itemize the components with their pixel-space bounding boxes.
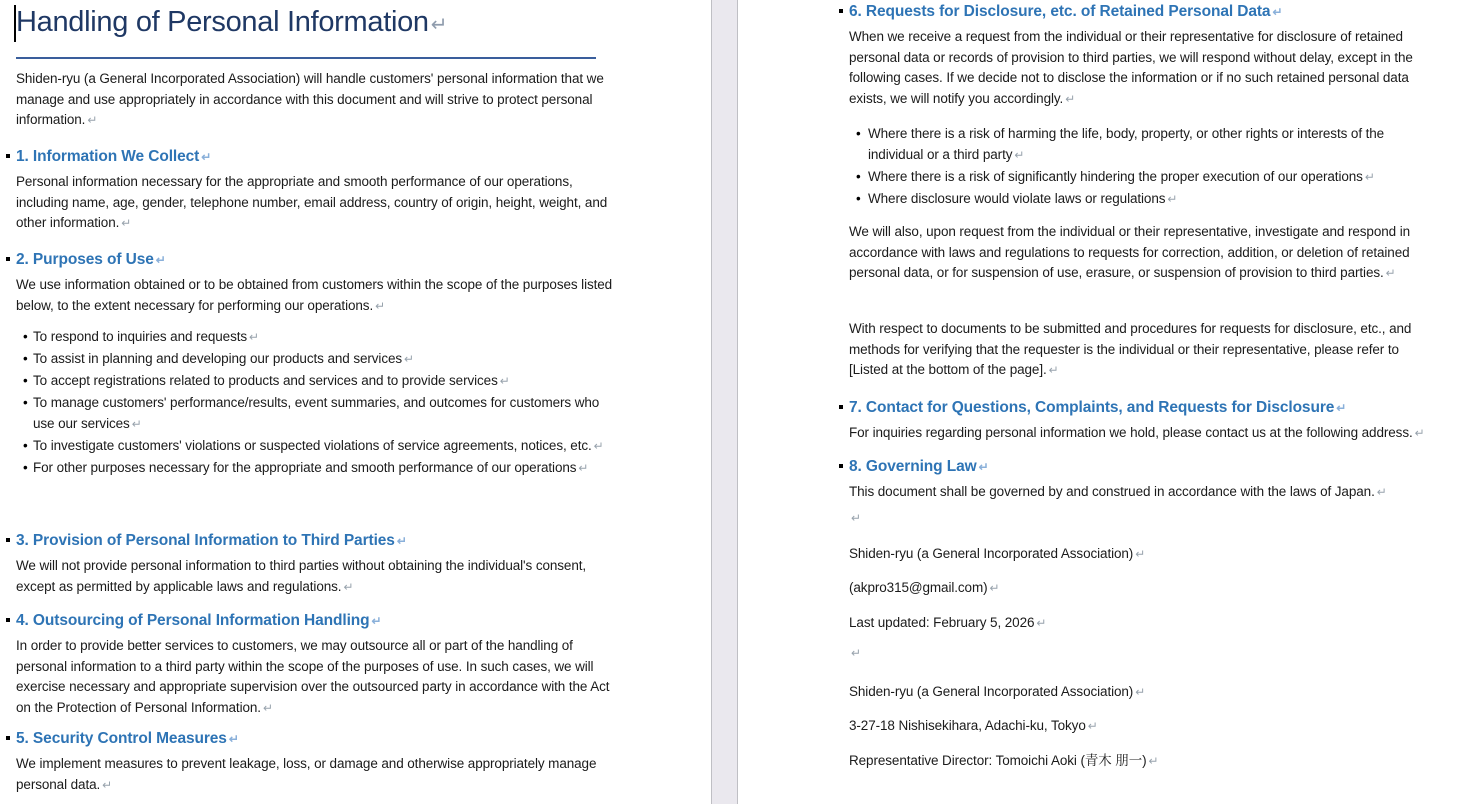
heading-text: 7. Contact for Questions, Complaints, and Requests for Disclosure [849, 399, 1335, 416]
paragraph-mark-icon: ↵ [593, 438, 604, 453]
paragraph-mark-icon: ↵ [851, 646, 862, 660]
section-5 [16, 728, 616, 795]
paragraph-mark-icon: ↵ [249, 330, 260, 344]
section-3-body[interactable] [16, 556, 616, 597]
section-2 [16, 249, 616, 316]
heading-text: 5. Security Control Measures [16, 730, 227, 747]
representative-director[interactable] [849, 751, 1426, 772]
paragraph-mark-icon: ↵ [121, 216, 132, 231]
body-text: In order to provide better services to customers, we may outsource all or part of the handling of personal information to a third party within the scope of the purposes of use. In such cases, we will exercise necessary and appropriate supervision over the outsourced party in accordance with the Act on the Protection of Personal Information. [16, 638, 610, 715]
square-marker-icon [6, 618, 10, 622]
list-item-text: To accept registrations related to products and services and to provide services [33, 373, 498, 389]
paragraph-mark-icon: ↵ [371, 614, 382, 628]
page-right[interactable] [738, 0, 1484, 804]
body-text: 3-27-18 Nishisekihara, Adachi-ku, Tokyo [849, 718, 1086, 734]
street-address[interactable] [849, 716, 1426, 737]
paragraph-mark-icon: ↵ [201, 150, 212, 164]
disclosure-exceptions-list [849, 124, 1426, 211]
section-8-heading[interactable] [849, 456, 1426, 478]
section-8-body[interactable] [849, 482, 1426, 503]
paragraph-mark-icon: ↵ [1148, 753, 1159, 768]
bullet-icon: • [856, 190, 861, 206]
list-item-text: To assist in planning and developing our products and services [33, 351, 403, 367]
paragraph-mark-icon: ↵ [1167, 191, 1178, 206]
paragraph-mark-icon: ↵ [155, 253, 166, 267]
body-text: We will not provide personal information to third parties without obtaining the individual's consent, except as permitted by applicable laws and regulations. [16, 558, 587, 594]
paragraph-mark-icon: ↵ [1135, 685, 1146, 699]
list-item[interactable] [16, 436, 616, 457]
section-8 [849, 456, 1426, 503]
section-4-heading[interactable] [16, 610, 616, 632]
heading-text: 3. Provision of Personal Information to Third Parties [16, 532, 395, 549]
document-title-text: Handling of Personal Information [16, 6, 429, 38]
section-6-paragraph-2[interactable] [849, 222, 1426, 284]
list-item-text: Where there is a risk of significantly hindering the proper execution of our operations [868, 168, 1363, 184]
section-7 [849, 397, 1426, 444]
heading-text: 1. Information We Collect [16, 148, 200, 165]
section-7-heading[interactable] [849, 397, 1426, 419]
body-text: With respect to documents to be submitted and procedures for requests for disclosure, etc., and methods for verifying that the requester is the individual or their representative, please refer to [Listed at the bottom of the page]. [849, 321, 1412, 378]
list-item[interactable] [16, 393, 616, 434]
paragraph-mark-icon: ↵ [1364, 169, 1375, 184]
list-item-text: Where there is a risk of harming the life, body, property, or other rights or interests of the individual or a third party [868, 126, 1385, 162]
document-title[interactable] [16, 0, 596, 59]
bullet-icon: • [23, 329, 28, 344]
bullet-icon: • [23, 373, 28, 389]
heading-text: 8. Governing Law [849, 458, 977, 475]
list-item-text: To investigate customers' violations or suspected violations of service agreements, notices, etc. [33, 437, 592, 453]
paragraph-mark-icon: ↵ [1376, 485, 1387, 499]
address-block [849, 682, 1426, 785]
paragraph-mark-icon: ↵ [1272, 5, 1283, 19]
paragraph-mark-icon: ↵ [851, 511, 862, 525]
paragraph-mark-icon: ↵ [102, 777, 113, 792]
paragraph-mark-icon: ↵ [404, 352, 415, 367]
list-item[interactable] [849, 189, 1426, 210]
section-4 [16, 610, 616, 718]
square-marker-icon [839, 405, 843, 409]
last-updated[interactable] [849, 613, 1426, 634]
contact-email[interactable] [849, 578, 1426, 599]
list-item[interactable] [849, 167, 1426, 188]
list-item[interactable] [849, 124, 1426, 165]
paragraph-mark-icon: ↵ [228, 732, 239, 746]
section-3 [16, 530, 616, 597]
paragraph-mark-icon: ↵ [1036, 615, 1047, 630]
body-text: We will also, upon request from the individual or their representative, investigate and respond in accordance with laws and regulations to requests for correction, addition, or deletion of retained personal data, or for suspension of use, erasure, or suspension of provision to third parties. [849, 224, 1411, 281]
body-text: We implement measures to prevent leakage, loss, or damage and otherwise appropriately manage personal data. [16, 756, 597, 792]
section-7-body[interactable] [849, 423, 1426, 444]
square-marker-icon [839, 9, 843, 13]
paragraph-mark-icon: ↵ [578, 461, 589, 476]
heading-text: 6. Requests for Disclosure, etc. of Retained Personal Data [849, 3, 1271, 20]
bullet-icon: • [23, 395, 28, 411]
purposes-list [16, 327, 616, 480]
paragraph-mark-icon: ↵ [989, 581, 1000, 596]
section-2-body[interactable] [16, 275, 616, 316]
square-marker-icon [6, 154, 10, 158]
paragraph-mark-icon: ↵ [1014, 147, 1025, 162]
list-item-text: To respond to inquiries and requests [33, 329, 248, 344]
paragraph-mark-icon: ↵ [1414, 426, 1425, 440]
section-6-body[interactable] [849, 27, 1426, 109]
list-item[interactable] [16, 371, 616, 392]
bullet-icon: • [23, 460, 28, 476]
paragraph-mark-icon: ↵ [1048, 363, 1059, 378]
bullet-icon: • [856, 126, 861, 141]
section-6 [849, 1, 1426, 109]
list-item-text: Where disclosure would violate laws or regulations [868, 190, 1166, 206]
section-6-paragraph-3[interactable] [849, 319, 1426, 381]
paragraph-mark-icon: ↵ [262, 700, 273, 715]
paragraph-mark-icon: ↵ [430, 14, 448, 36]
section-6-heading[interactable] [849, 1, 1426, 23]
paragraph-mark-icon: ↵ [1385, 266, 1396, 281]
section-4-body[interactable] [16, 636, 616, 718]
section-1-body[interactable] [16, 172, 616, 234]
organization-name[interactable] [849, 682, 1426, 703]
title-block [16, 0, 596, 59]
section-5-body[interactable] [16, 754, 616, 795]
heading-text: 4. Outsourcing of Personal Information Handling [16, 612, 370, 629]
body-text: We use information obtained or to be obtained from customers within the scope of the purposes listed below, to the extent necessary for performing our operations. [16, 277, 613, 313]
paragraph-mark-icon: ↵ [131, 416, 142, 431]
body-text: Representative Director: Tomoichi Aoki (青木 朋一) [849, 752, 1147, 768]
section-5-heading[interactable] [16, 728, 616, 750]
list-item[interactable] [16, 458, 616, 479]
body-text: For inquiries regarding personal information we hold, please contact us at the following address. [849, 425, 1413, 440]
intro-text: Shiden-ryu (a General Incorporated Association) will handle customers' personal information that we manage and use appropriately in accordance with this document and will strive to protect personal information. [16, 71, 604, 128]
bullet-icon: • [856, 168, 861, 184]
list-item[interactable] [16, 327, 616, 348]
organization-name[interactable] [849, 544, 1426, 565]
paragraph-mark-icon: ↵ [1336, 401, 1347, 415]
contact-block [849, 544, 1426, 647]
paragraph-mark-icon: ↵ [1065, 91, 1076, 106]
page-gap [711, 0, 738, 804]
square-marker-icon [839, 464, 843, 468]
paragraph-mark-icon: ↵ [978, 460, 989, 474]
body-text: Last updated: February 5, 2026 [849, 614, 1035, 630]
bullet-icon: • [23, 437, 28, 453]
section-1-heading[interactable] [16, 146, 616, 168]
bullet-icon: • [23, 351, 28, 367]
paragraph-mark-icon: ↵ [396, 534, 407, 548]
heading-text: 2. Purposes of Use [16, 251, 154, 268]
square-marker-icon [6, 257, 10, 261]
paragraph-mark-icon: ↵ [1135, 547, 1146, 561]
empty-paragraph[interactable] [849, 508, 1426, 529]
empty-paragraph[interactable] [849, 643, 1426, 664]
square-marker-icon [6, 538, 10, 542]
square-marker-icon [6, 736, 10, 740]
paragraph-mark-icon: ↵ [1087, 719, 1098, 734]
list-item-text: To manage customers' performance/results, event summaries, and outcomes for customers who use our services [33, 395, 600, 431]
list-item-text: For other purposes necessary for the appropriate and smooth performance of our operations [33, 460, 577, 476]
body-text: When we receive a request from the individual or their representative for disclosure of retained personal data or records of provision to third parties, we will respond without delay, except in the following cases. If we decide not to disclose the information or if no such retained personal data exists, we will notify you accordingly. [849, 29, 1413, 106]
section-2-heading[interactable] [16, 249, 616, 271]
paragraph-mark-icon: ↵ [375, 298, 386, 313]
list-item[interactable] [16, 349, 616, 370]
body-text: Shiden-ryu (a General Incorporated Association) [849, 684, 1134, 699]
body-text: This document shall be governed by and construed in accordance with the laws of Japan. [849, 484, 1375, 499]
body-text: (akpro315@gmail.com) [849, 580, 988, 596]
page-left[interactable] [0, 0, 711, 804]
intro-paragraph[interactable] [16, 69, 616, 131]
paragraph-mark-icon: ↵ [343, 579, 354, 594]
section-1 [16, 146, 616, 234]
body-text: Shiden-ryu (a General Incorporated Association) [849, 546, 1134, 561]
section-3-heading[interactable] [16, 530, 616, 552]
paragraph-mark-icon: ↵ [499, 374, 510, 389]
paragraph-mark-icon: ↵ [87, 113, 98, 128]
body-text: Personal information necessary for the appropriate and smooth performance of our operations, including name, age, gender, telephone number, email address, country of origin, height, weight, and other information. [16, 174, 608, 231]
